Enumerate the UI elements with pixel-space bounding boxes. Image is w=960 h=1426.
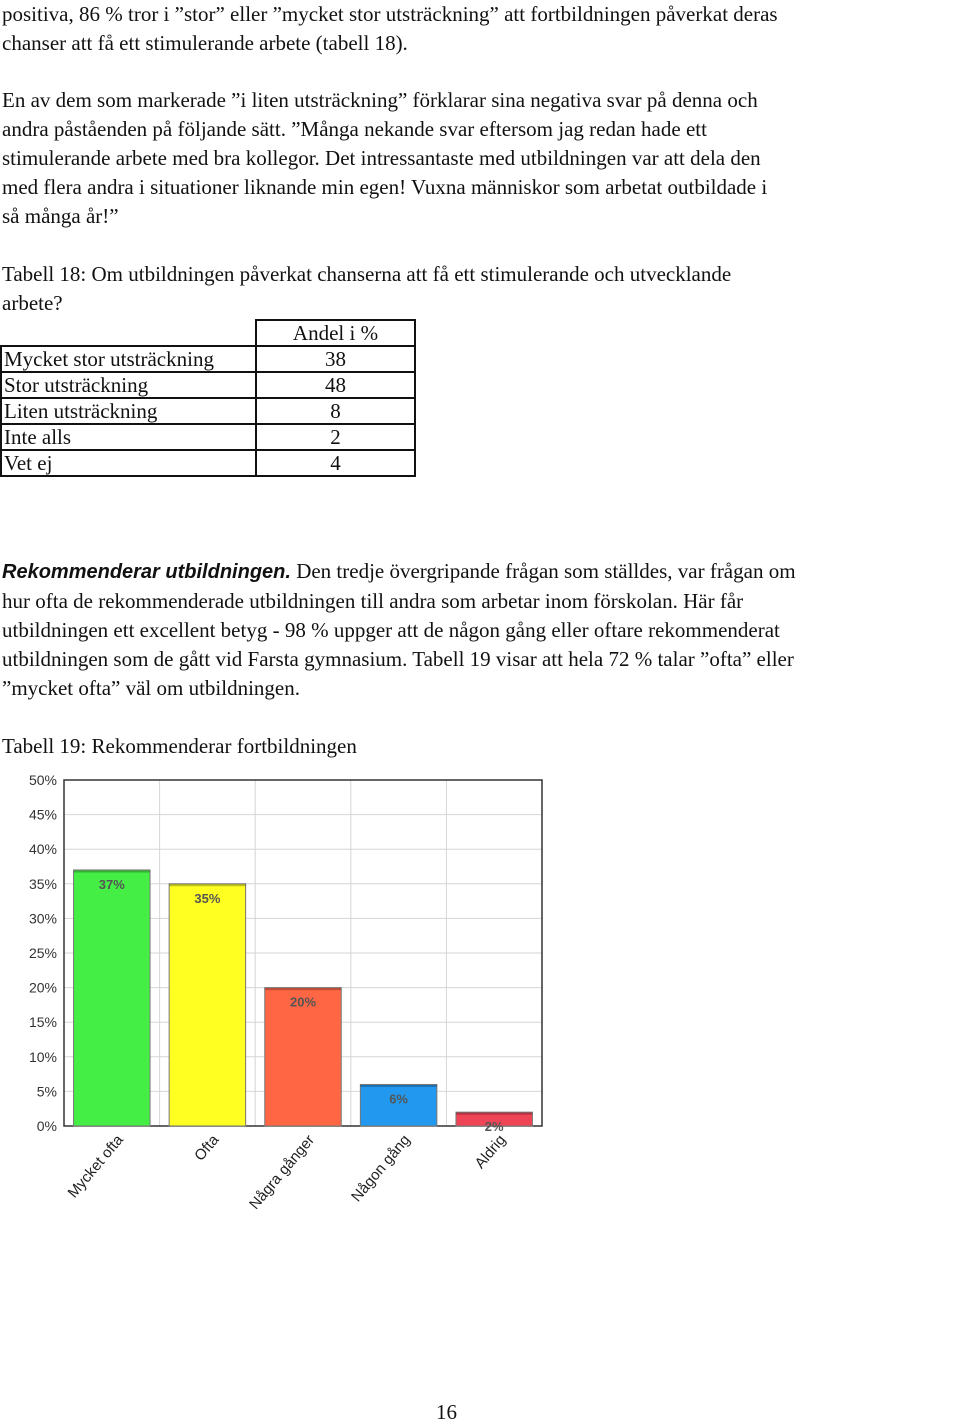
bar-chart (0, 768, 560, 1228)
y-tick-label: 5% (36, 1083, 57, 1100)
x-tick-label: Aldrig (471, 1131, 510, 1172)
bar (169, 884, 245, 1126)
table-row-label: Inte alls (1, 424, 256, 450)
x-tick-label: Några gånger (246, 1131, 319, 1213)
table-row (1, 398, 415, 424)
recommend-first-line (2, 557, 796, 587)
y-tick-label: 35% (28, 875, 57, 892)
table-row-value: 48 (256, 372, 415, 398)
table-row-label: Mycket stor utsträckning (1, 346, 256, 372)
table-header-cell: Andel i % (256, 320, 415, 346)
y-tick-label: 25% (28, 945, 57, 961)
table-row-value: 38 (256, 346, 415, 372)
intro-line: positiva, 86 % tror i ”stor” eller ”mycket stor utsträckning” att fortbildningen påverkat deras (2, 2, 778, 26)
y-tick-label: 45% (28, 806, 57, 823)
y-tick-label: 20% (28, 979, 57, 996)
y-tick-label: 15% (28, 1014, 57, 1031)
recommend-line: utbildningen ett excellent betyg - 98 % uppger att de någon gång eller oftare rekommenderat (2, 618, 780, 642)
quote-line: med flera andra i situationer liknande min egen! Vuxna människor som arbetat outbildade i (2, 175, 768, 199)
page-number: 16 (436, 1400, 457, 1424)
x-tick-label: Någon gång (348, 1131, 414, 1206)
data-label: 37% (98, 876, 125, 892)
table-header-row (1, 320, 415, 346)
quote-paragraph (2, 86, 767, 231)
table-row-value: 4 (256, 450, 415, 476)
quote-line: så många år!” (2, 204, 119, 228)
recommend-heading: Rekommenderar utbildningen. (2, 561, 291, 583)
bar (74, 870, 150, 1126)
table18-caption-line: Tabell 18: Om utbildningen påverkat chanserna att få ett stimulerande och utvecklande (2, 262, 732, 286)
table-row-label: Stor utsträckning (1, 372, 256, 398)
recommend-first-line-rest: Den tredje övergripande frågan som ställdes, var frågan om (290, 559, 796, 583)
table-row-value: 2 (256, 424, 415, 450)
table18-caption-line: arbete? (2, 291, 63, 315)
table-header-empty (1, 320, 256, 346)
recommend-line: utbildningen som de gått vid Farsta gymnasium. Tabell 19 visar att hela 72 % talar ”ofta” eller (2, 647, 794, 671)
table-row (1, 346, 415, 372)
y-tick-label: 40% (28, 841, 57, 858)
y-tick-label: 10% (28, 1048, 57, 1065)
x-tick-label: Mycket ofta (64, 1131, 127, 1202)
data-label: 6% (389, 1091, 408, 1107)
table-row-label: Liten utsträckning (1, 398, 256, 424)
data-label: 2% (484, 1119, 504, 1135)
quote-line: En av dem som markerade ”i liten utsträckning” förklarar sina negativa svar på denna och (2, 88, 758, 112)
table-row (1, 424, 415, 450)
y-tick-label: 0% (36, 1118, 57, 1134)
y-tick-label: 50% (28, 772, 57, 788)
quote-line: stimulerande arbete med bra kollegor. Det intressantaste med utbildningen var att dela den (2, 146, 761, 170)
recommend-line: ”mycket ofta” väl om utbildningen. (2, 676, 300, 700)
table-row-label: Vet ej (1, 450, 256, 476)
recommend-paragraph (2, 557, 796, 703)
table18-caption (2, 260, 731, 318)
intro-paragraph (2, 0, 778, 58)
table-row (1, 450, 415, 476)
recommend-line: hur ofta de rekommenderade utbildningen till andra som arbetar inom förskolan. Här får (2, 589, 744, 613)
data-label: 35% (194, 890, 221, 906)
intro-line: chanser att få ett stimulerande arbete (tabell 18). (2, 31, 408, 55)
x-tick-label: Ofta (191, 1131, 223, 1165)
table-row (1, 372, 415, 398)
data-label: 20% (289, 994, 317, 1010)
y-tick-label: 30% (28, 910, 57, 927)
quote-line: andra påståenden på följande sätt. ”Många nekande svar eftersom jag redan hade ett (2, 117, 707, 141)
table-row-value: 8 (256, 398, 415, 424)
table19-caption: Tabell 19: Rekommenderar fortbildningen (2, 734, 357, 758)
table18 (0, 319, 416, 477)
